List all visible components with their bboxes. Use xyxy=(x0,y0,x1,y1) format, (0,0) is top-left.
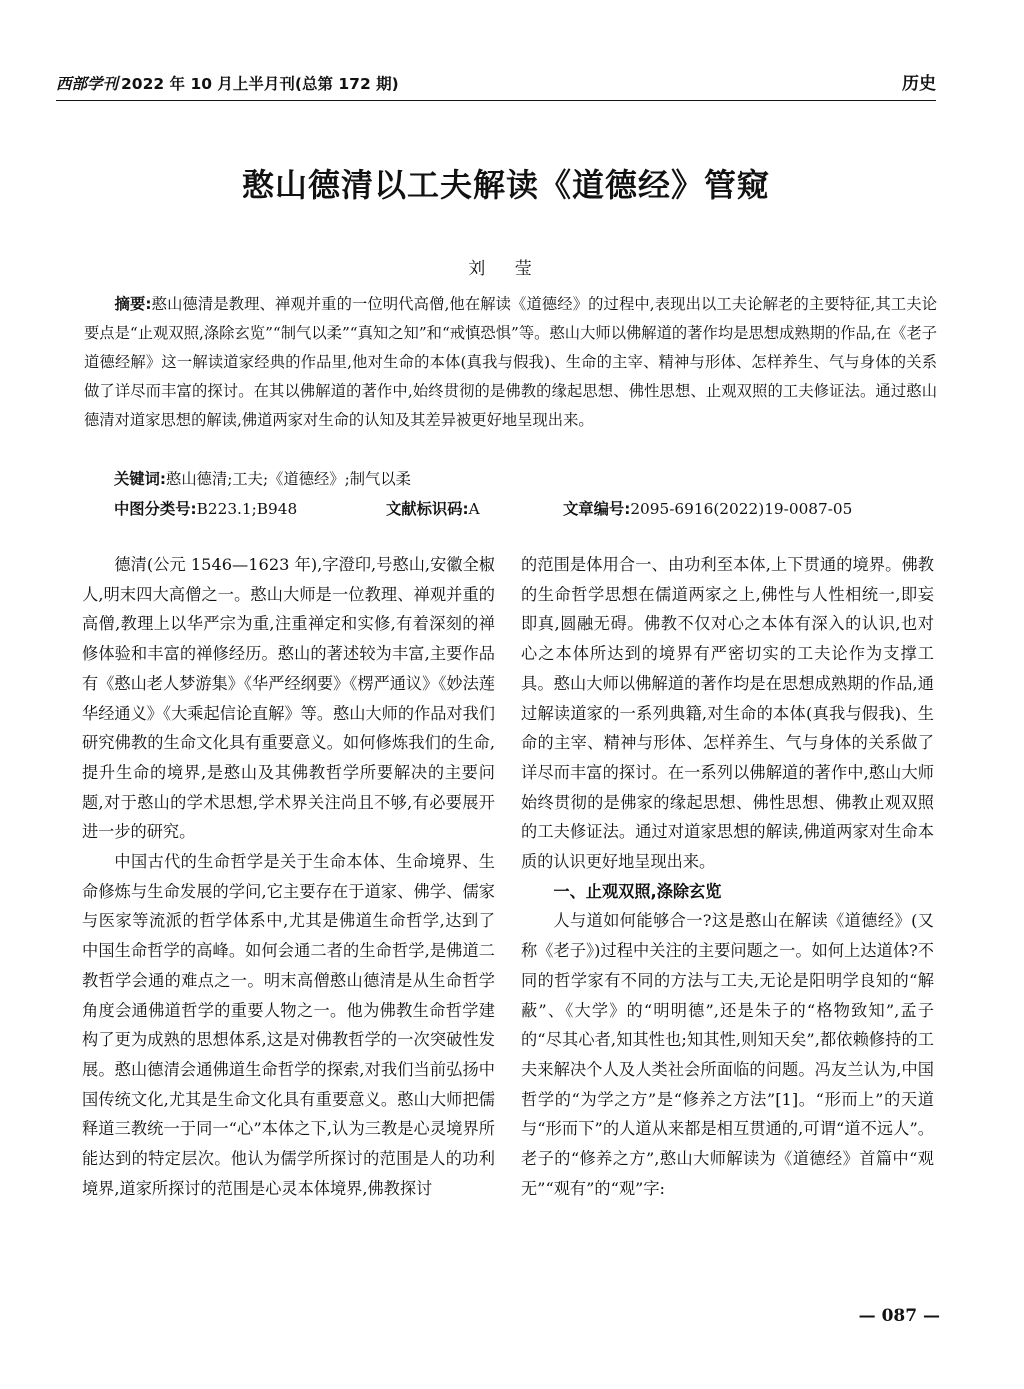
page-number: — 087 — xyxy=(858,1306,940,1326)
keywords-text: 憨山德清;工夫;《道德经》;制气以柔 xyxy=(166,470,411,488)
body-paragraph: 德清(公元 1546—1623 年),字澄印,号憨山,安徽全椒人,明末四大高僧之一。憨山大师是一位教理、禅观并重的高僧,教理上以华严宗为重,注重禅定和实修,有着深刻的禅修体验和丰富的禅修经历。憨山的著述较为丰富,主要作品有《憨山老人梦游集》《华严经纲要》《楞严通议》《妙法莲华经通义》《大乘起信论直解》等。憨山大师的作品对我们研究佛教的生命文化具有重要意义。如何修炼我们的生命,提升生命的境界,是憨山及其佛教哲学所要解决的主要问题,对于憨山的学术思想,学术界关注尚且不够,有必要展开进一步的研究。 xyxy=(82,555,495,842)
doc-label: 文献标识码: xyxy=(386,500,469,518)
section-heading: 一、止观双照,涤除玄览 xyxy=(553,881,722,901)
article-value: 2095-6916(2022)19-0087-05 xyxy=(630,500,853,518)
abstract xyxy=(84,290,937,435)
keywords xyxy=(114,466,934,492)
body-paragraph: 人与道如何能够合一?这是憨山在解读《道德经》(又称《老子》)过程中关注的主要问题之一。如何上达道体?不同的哲学家有不同的方法与工夫,无论是阳明学良知的“解蔽”、《大学》的“明明德”,还是朱子的“格物致知”,孟子的“尽其心者,知其性也;知其性,则知天矣”,都依赖修持的工夫来解决个人及人类社会所面临的问题。冯友兰认为,中国哲学的“为学之方”是“修养之方法”[1]。“形而上”的天道与“形而下”的人道从来都是相互贯通的,可谓“道不远人”。老子的“修养之方”,憨山大师解读为《道德经》首篇中“观无”“观有”的“观”字: xyxy=(521,911,934,1198)
keywords-label: 关键词: xyxy=(114,470,167,488)
abstract-label: 摘要: xyxy=(114,295,152,313)
clc-label: 中图分类号: xyxy=(114,500,197,518)
issue-info: 2022 年 10 月上半月刊(总第 172 期) xyxy=(121,75,399,93)
abstract-text: 憨山德清是教理、禅观并重的一位明代高僧,他在解读《道德经》的过程中,表现出以工夫论解老的主要特征,其工夫论要点是“止观双照,涤除玄览”“制气以柔”“真知之知”和“戒慎恐惧”等。憨山大师以佛解道的著作均是思想成熟期的作品,在《老子道德经解》这一解读道家经典的作品里,他对生命的本体(真我与假我)、生命的主宰、精神与形体、怎样养生、气与身体的关系做了详尽而丰富的探讨。在其以佛解道的著作中,始终贯彻的是佛教的缘起思想、佛性思想、止观双照的工夫修证法。通过憨山德清对道家思想的解读,佛道两家对生命的认知及其差异被更好地呈现出来。 xyxy=(84,295,938,429)
body-paragraph-continued: 的范围是体用合一、由功利至本体,上下贯通的境界。佛教的生命哲学思想在儒道两家之上,佛性与人性相统一,即妄即真,圆融无碍。佛教不仅对心之本体有深入的认识,也对心之本体所达到的境界有严密切实的工夫论作为支撑工具。憨山大师以佛解道的著作均是在思想成熟期的作品,通过解读道家的一系列典籍,对生命的本体(真我与假我)、生命的主宰、精神与形体、怎样养生、气与身体的关系做了详尽而丰富的探讨。在一系列以佛解道的著作中,憨山大师始终贯彻的是佛家的缘起思想、佛性思想、佛教止观双照的工夫修证法。通过对道家思想的解读,佛道两家对生命本质的认识更好地呈现出来。 xyxy=(521,555,934,872)
running-header xyxy=(56,66,936,101)
section-name: 历史 xyxy=(902,74,936,94)
body-column-right xyxy=(521,550,934,1203)
body-paragraph: 中国古代的生命哲学是关于生命本体、生命境界、生命修炼与生命发展的学问,它主要存在于道家、佛学、儒家与医家等流派的哲学体系中,尤其是佛道生命哲学,达到了中国生命哲学的高峰。如何会通二者的生命哲学,是佛道二教哲学会通的难点之一。明末高僧憨山德清是从生命哲学角度会通佛道哲学的重要人物之一。他为佛教生命哲学建构了更为成熟的思想体系,这是对佛教哲学的一次突破性发展。憨山德清会通佛道生命哲学的探索,对我们当前弘扬中国传统文化,尤其是生命文化具有重要意义。憨山大师把儒释道三教统一于同一“心”本体之下,认为三教是心灵境界所能达到的特定层次。他认为儒学所探讨的范围是人的功利境界,道家所探讨的范围是心灵本体境界,佛教探讨 xyxy=(82,852,495,1198)
article-title: 憨山德清以工夫解读《道德经》管窥 xyxy=(241,166,770,204)
document-code xyxy=(386,496,480,522)
journal-logo: 西部学刊 xyxy=(56,74,119,93)
article-number xyxy=(563,496,852,522)
clc-value: B223.1;B948 xyxy=(196,500,298,518)
journal-info xyxy=(56,72,399,100)
doc-value: A xyxy=(468,500,480,518)
article-label: 文章编号: xyxy=(563,500,631,518)
author-name: 刘 莹 xyxy=(468,259,544,279)
body-column-left xyxy=(82,550,495,1203)
clc-code xyxy=(114,496,297,522)
